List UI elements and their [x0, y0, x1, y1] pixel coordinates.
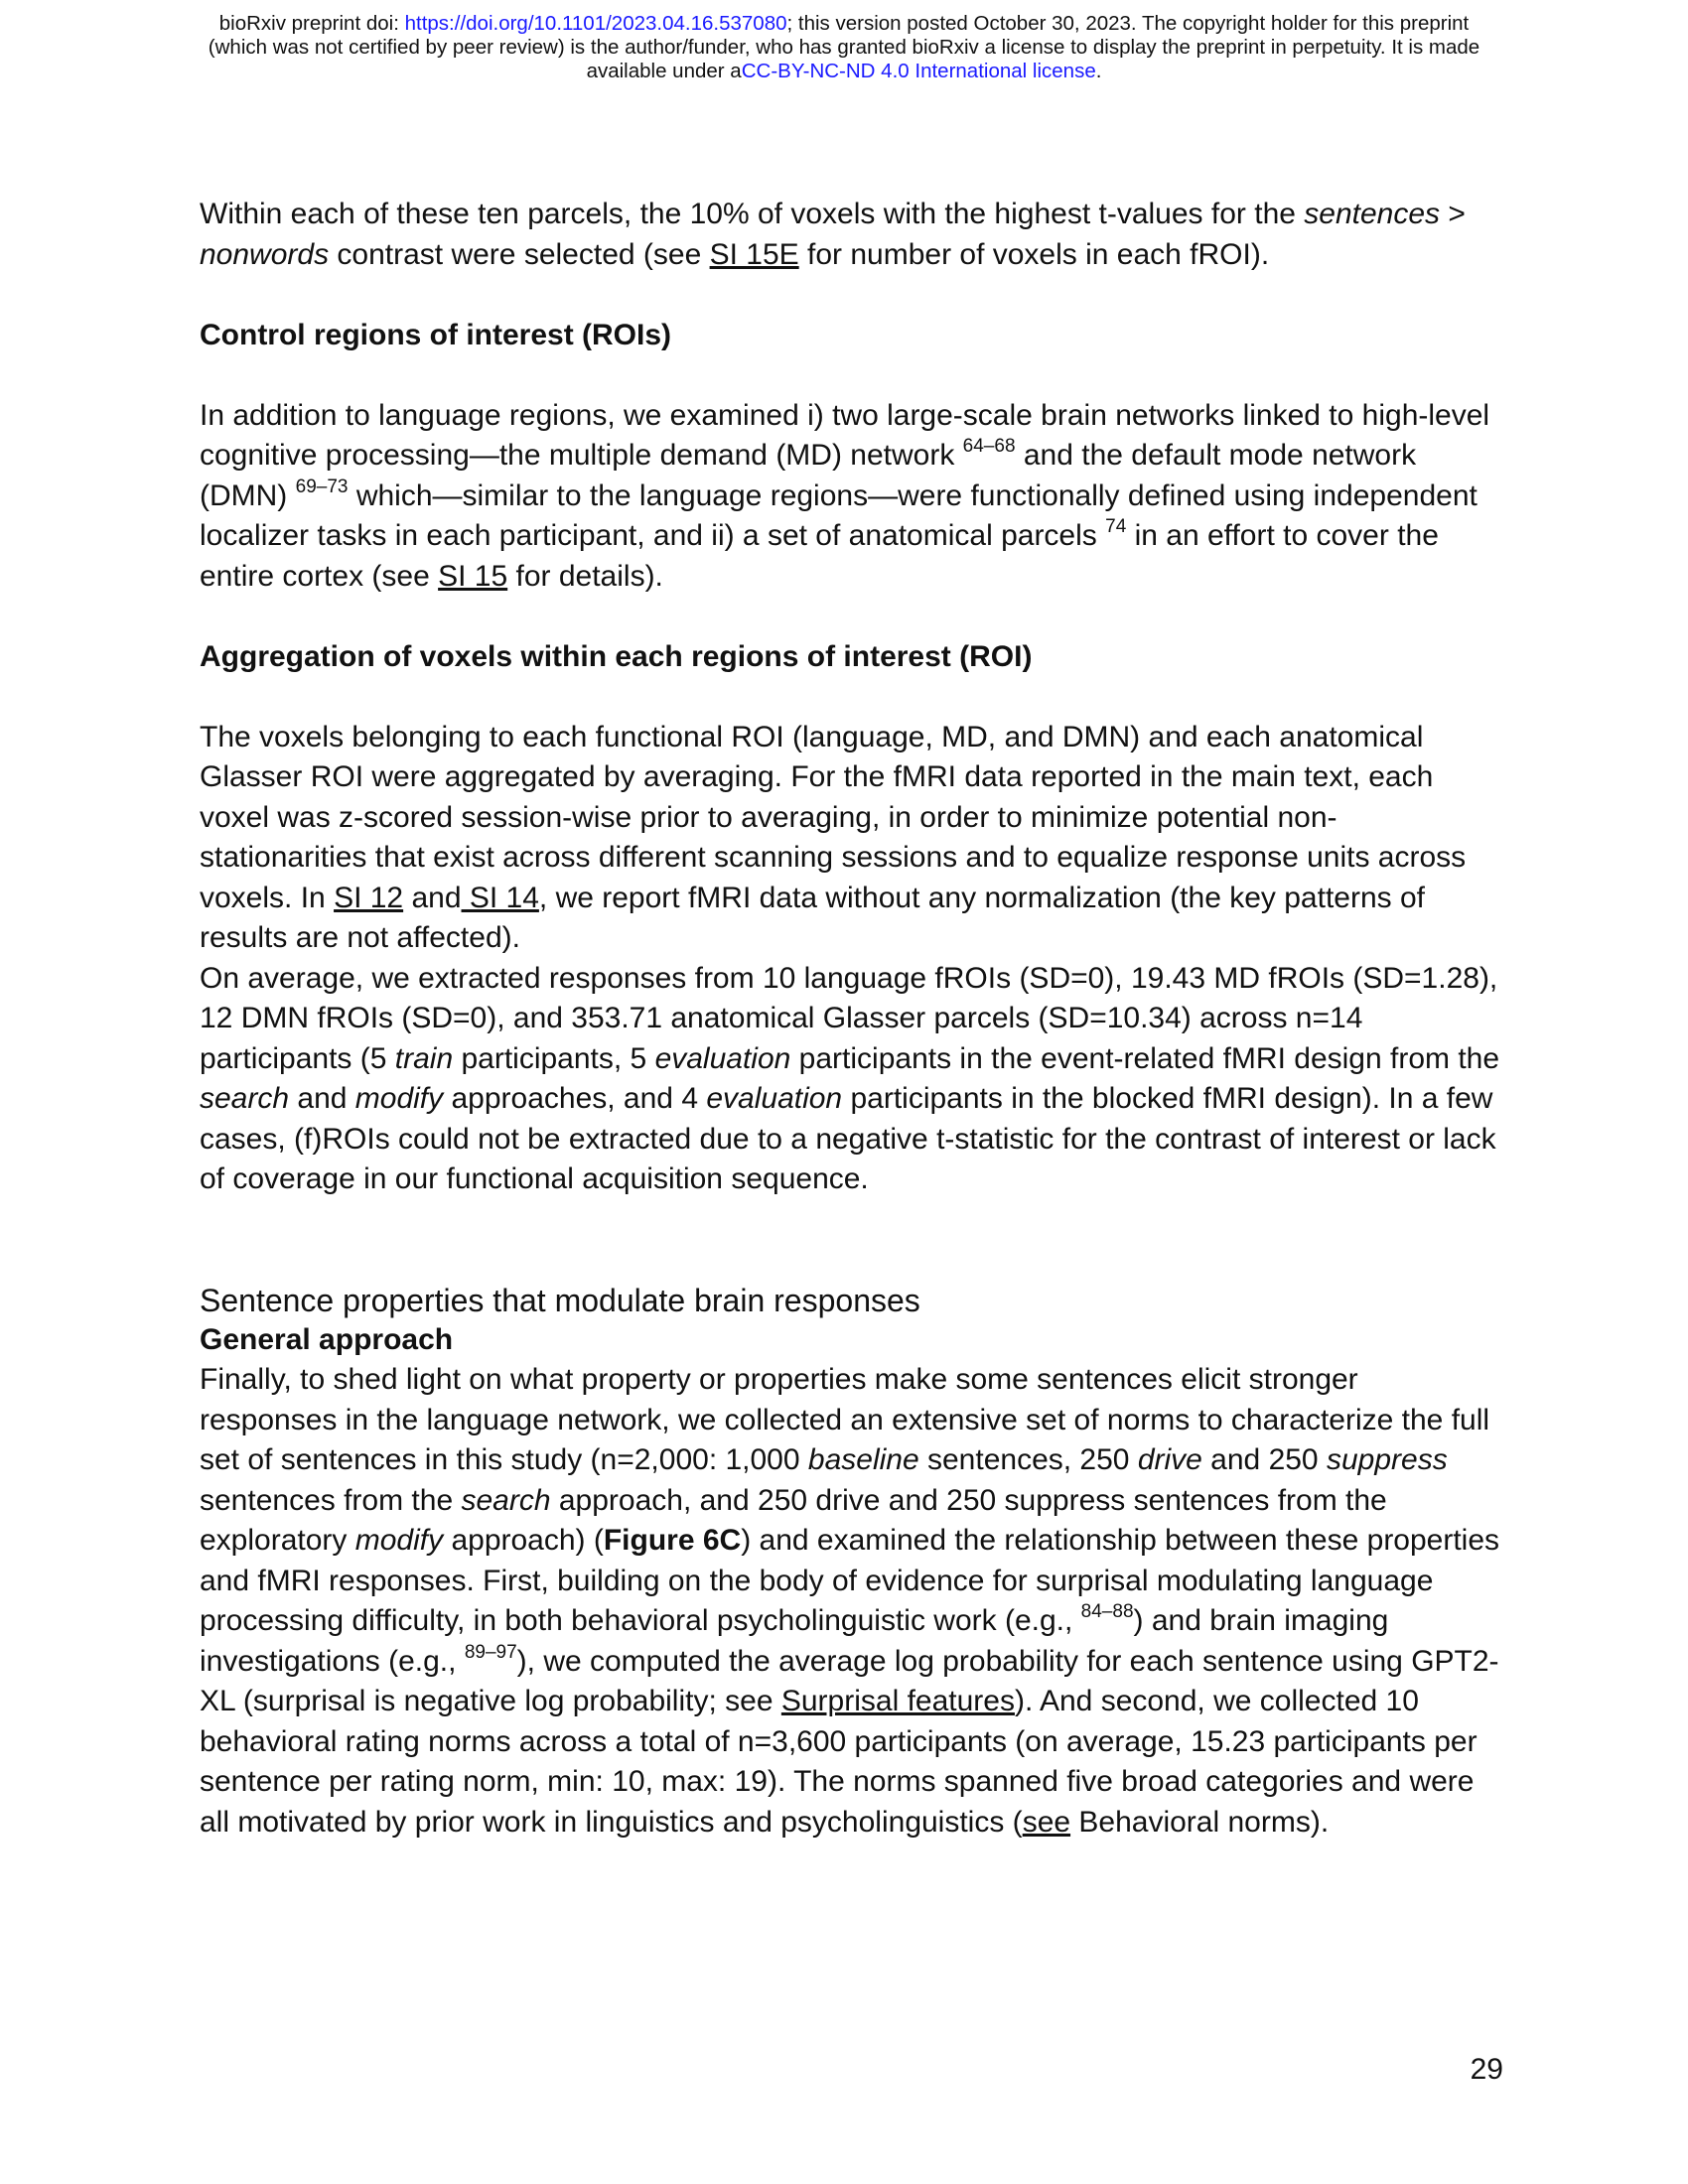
paragraph-extraction: On average, we extracted responses from 10 language fROIs (SD=0), 19.43 MD fROIs (SD=1.28), 12 DMN fROIs (SD=0), and 353.71 anatomical Glasser parcels (SD=10.34) across n=14 participants (5 train participants, 5 evaluation participants in the event-related fMRI design from the search and modify approaches, and 4 evaluation participants in the blocked fMRI design). In a few cases, (f)ROIs could not be extracted due to a negative t-statistic for the contrast of interest or lack of coverage in our functional acquisition sequence.: [200, 961, 1500, 1195]
heading-control-rois: Control regions of interest (ROIs): [200, 318, 672, 351]
header-line-1: bioRxiv preprint doi: https://doi.org/10.1101/2023.04.16.537080; this version posted October 30, 2023. The copyright holder for this preprint: [218, 12, 1470, 35]
page-number: 29: [1470, 2053, 1503, 2086]
heading-general-approach: General approach: [200, 1322, 454, 1356]
section-title: Sentence properties that modulate brain responses: [200, 1282, 920, 1318]
paragraph-control-rois: In addition to language regions, we examined i) two large-scale brain networks linked to high-level cognitive processing—the multiple demand (MD) network $^{64-68}$ and the default mode network (DMN) $^{69-73}$ which—similar to the language regions—were functionally defined using independent localizer tasks in each participant, and ii) a set of anatomical parcels $^{74}$ in an effort to cover the entire cortex (see SI 15 for details).: [200, 398, 1490, 593]
heading-aggregation: Aggregation of voxels within each regions of interest (ROI): [200, 639, 1033, 673]
paragraph-parcels: Within each of these ten parcels, the 10% of voxels with the highest t-values for the sentences > nonwords contrast were selected (see SI 15E for number of voxels in each fROI).: [200, 198, 1466, 271]
behavioral-norms-link[interactable]: see: [1022, 1805, 1071, 1839]
si-15e-link[interactable]: SI 15E: [709, 237, 799, 271]
doi-link[interactable]: https://doi.org/10.1101/2023.04.16.537080: [404, 12, 787, 35]
si-15-link[interactable]: SI 15: [438, 559, 508, 593]
paragraph-general-approach: Finally, to shed light on what property or properties make some sentences elicit stronger responses in the language network, we collected an extensive set of norms to characterize the full set of sentences in this study (n=2,000: 1,000 baseline sentences, 250 drive and 250 suppress sentences from the search approach, and 250 drive and 250 suppress sentences from the exploratory modify approach) (Figure 6C) and examined the relationship between these properties and fMRI responses. First, building on the body of evidence for surprisal modulating language processing difficulty, in both behavioral psycholinguistic work (e.g., $^{84-88}$) and brain imaging investigations (e.g., $^{89-97}$), we computed the average log probability for each sentence using GPT2-XL (surprisal is negative log probability; see Surprisal features). And second, we collected 10 behavioral rating norms across a total of n=3,600 participants (on average, 15.23 participants per sentence per rating norm, min: 10, max: 19). The norms spanned five broad categories and were all motivated by prior work in linguistics and psycholinguistics (see Behavioral norms).: [200, 1363, 1500, 1839]
header-line-2: (which was not certified by peer review) is the author/funder, who has granted bioRxiv a license to display the preprint in perpetuity. It is made: [208, 36, 1480, 59]
license-link[interactable]: CC-BY-NC-ND 4.0 International license: [741, 60, 1096, 82]
surprisal-features-link[interactable]: Surprisal features: [780, 1685, 1015, 1717]
header-line-3: available under aCC-BY-NC-ND 4.0 International license.: [586, 60, 1102, 82]
paragraph-aggregation: The voxels belonging to each functional ROI (language, MD, and DMN) and each anatomical Glasser ROI were aggregated by averaging. For the fMRI data reported in the main text, each voxel was z-scored session-wise prior to averaging, in order to minimize potential non-stationarities that exist across different scanning sessions and to equalize response units across voxels. In SI 12 and SI 14, we report fMRI data without any normalization (the key patterns of results are not affected).: [200, 720, 1467, 954]
si-14-link[interactable]: SI 14: [461, 881, 539, 914]
figure-6c-ref: Figure 6C: [603, 1524, 742, 1557]
preprint-header: [0, 12, 1688, 83]
si-12-link[interactable]: SI 12: [334, 881, 404, 914]
main-content: [200, 195, 1500, 1843]
